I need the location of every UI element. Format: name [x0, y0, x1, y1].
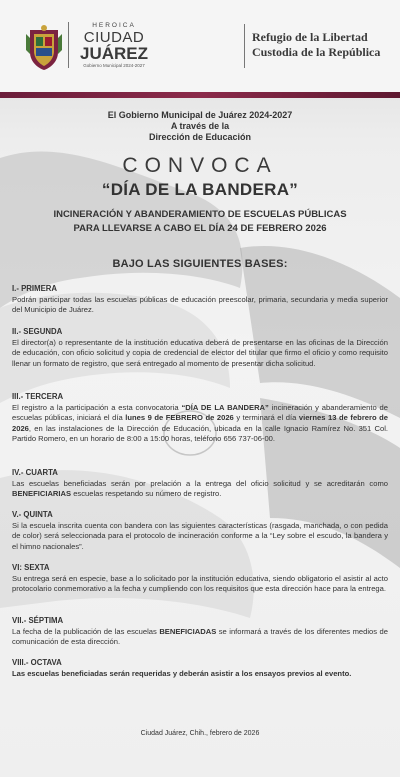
start-date-bold: lunes 9 de FEBRERO de 2026 [125, 413, 234, 423]
bases-heading: BAJO LAS SIGUIENTES BASES: [112, 258, 288, 270]
section-text: Podrán participar todas las escuelas públicas de educación preescolar, primaria, secundaria y media superior del Municipio de Juárez. [12, 295, 388, 315]
section-text: Las escuelas beneficiadas serán requeridas y deberán asistir a los ensayos previos al evento. [12, 669, 352, 679]
section-text: Si la escuela inscrita cuenta con bandera con las siguientes características (rasgada, manchada, o con pedida de color) será seleccionada para el protocolo de incineración conforme a la “Ley sobre el escudo, la bandera y el himno nacionales”. [12, 521, 388, 551]
city-seal-icon [22, 24, 66, 72]
brand-government: Gobierno Municipal 2024-2027 [83, 63, 145, 68]
section-heading: I.- PRIMERA [12, 284, 58, 293]
header-accent-bar [0, 92, 400, 98]
event-subtitle [0, 208, 400, 236]
text-span: Las escuelas beneficiadas serán por prelación a la entrega del oficio solicitud y se acreditarán como [12, 479, 388, 489]
city-motto [252, 30, 397, 60]
city-logo [74, 22, 154, 68]
brand-heroica: HEROICA [92, 22, 136, 29]
header [0, 0, 400, 92]
header-divider-right [244, 24, 245, 68]
section-heading: VII.- SÉPTIMA [12, 616, 64, 625]
section-text [12, 479, 388, 499]
section-text: El director(a) o representante de la institución educativa deberá de presentarse en las oficinas de la Dirección de educación, con oficio solicitud y copia de credencial de elector del titular que firmo el oficio y como requisito llenar un formato de registro, que será entregado al momento de presentar dicha solicitud. [12, 338, 388, 368]
header-divider [68, 22, 69, 68]
text-span: , en las instalaciones de la Dirección de Educación, ubicada en la calle Ignacio Ramírez No. 351 Col. Partido Romero, en un horario de 8:00 a 15:00 horas, teléfono 656 737-06-00. [12, 423, 388, 443]
section-heading: III.- TERCERA [12, 392, 64, 401]
beneficiadas-bold: BENEFICIADAS [159, 627, 217, 637]
section-cuarta [12, 468, 388, 500]
section-quinta [12, 510, 388, 552]
motto-line-1: Refugio de la Libertad [252, 30, 368, 44]
event-title: “DÍA DE LA BANDERA” [101, 180, 299, 199]
section-heading: VI: SEXTA [12, 563, 50, 572]
brand-juarez: JUÁREZ [79, 44, 148, 63]
motto-line-2: Custodia de la República [252, 45, 381, 59]
section-text [12, 627, 388, 647]
text-span: se informará a través de los diferentes medios de comunicación de esta dirección. [12, 627, 388, 647]
section-heading: IV.- CUARTA [12, 468, 58, 477]
section-tercera [12, 392, 388, 444]
text-span: escuelas respetando su número de registro. [71, 489, 222, 499]
place-date-footer: Ciudad Juárez, Chih., febrero de 2026 [140, 730, 260, 737]
section-heading: V.- QUINTA [12, 510, 53, 519]
section-septima [12, 616, 388, 648]
section-text: Su entrega será en especie, base a lo solicitado por la institución educativa, siendo obligatorio el asistir al acto protocolario conmemorativo a la fecha y cumpliendo con los requisitos que esta dirección hace para la entrega. [12, 574, 388, 594]
event-name-bold: “DÍA DE LA BANDERA” [181, 403, 269, 413]
text-span: La fecha de la publicación de las escuelas [12, 627, 160, 637]
issuer-intro [0, 110, 400, 143]
end-date-bold: viernes 13 de febrero de 2026 [12, 413, 389, 433]
text-span: y terminará el día [233, 413, 299, 423]
beneficiarias-bold: BENEFICIARIAS [12, 489, 72, 499]
text-span: El registro a la participación a esta convocatoria [12, 403, 182, 413]
section-sexta [12, 563, 388, 595]
intro-line-1: El Gobierno Municipal de Juárez 2024-2027 [107, 110, 293, 120]
brand-ciudad: CIUDAD [83, 29, 145, 46]
intro-line-3: Dirección de Educación [148, 132, 252, 142]
convoca-heading: CONVOCA [122, 154, 278, 177]
section-segunda [12, 327, 388, 369]
section-heading: II.- SEGUNDA [12, 327, 63, 336]
section-text [12, 403, 388, 444]
subtitle-line-2: PARA LLEVARSE A CABO EL DÍA 24 DE FEBRERO 2026 [73, 223, 327, 234]
section-primera [12, 284, 388, 316]
section-heading: VIII.- OCTAVA [12, 658, 62, 667]
subtitle-line-1: INCINERACIÓN Y ABANDERAMIENTO DE ESCUELAS PÚBLICAS [53, 209, 347, 220]
intro-line-2: A través de la [170, 121, 230, 131]
text-span: incineración y abanderamiento de escuelas públicas, iniciará el día [12, 403, 388, 423]
section-octava [12, 658, 388, 679]
